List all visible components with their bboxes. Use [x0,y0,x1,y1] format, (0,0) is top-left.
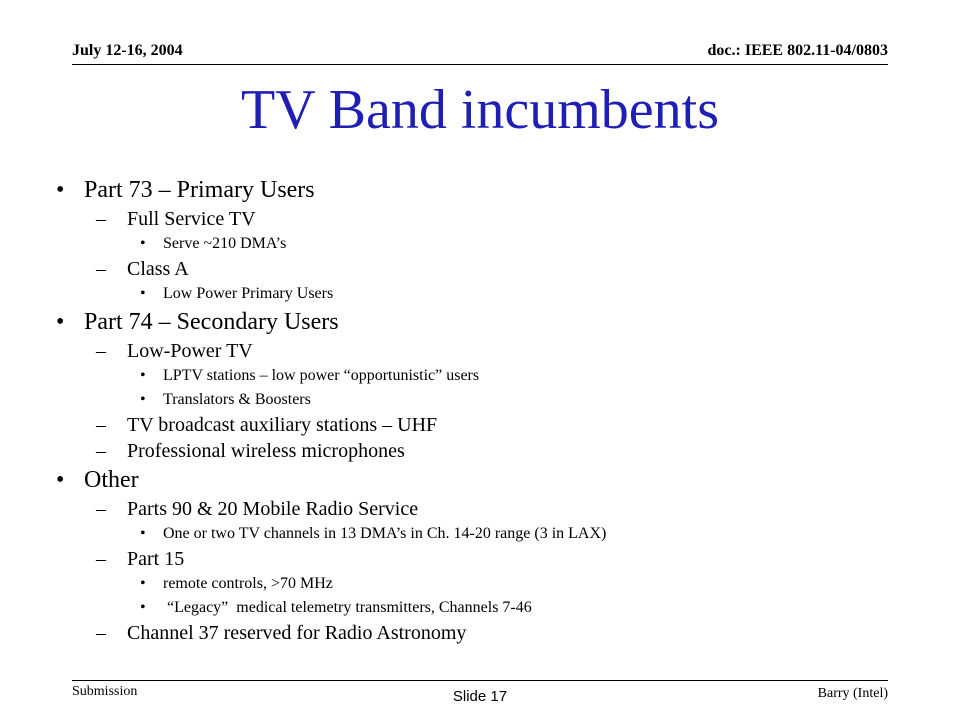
subbullet-mobile-radio [0,496,960,522]
subbullet-full-service-tv [0,206,960,232]
bullet-dot-icon: • [140,599,146,616]
subbullet-text: TV broadcast auxiliary stations – UHF [127,414,438,436]
bullet-dot-icon: • [140,525,146,542]
item-remote-controls [0,572,960,596]
subbullet-text: Full Service TV [127,208,256,230]
bullet-dot-icon: • [140,367,146,384]
slide-title: TV Band incumbents [240,79,720,141]
footer-author: Barry (Intel) [817,686,888,701]
bullet-part-73 [0,174,960,206]
item-text: remote controls, >70 MHz [163,575,333,592]
subbullet-text: Part 15 [127,548,185,570]
dash-icon: – [96,258,106,280]
subbullet-broadcast-auxiliary [0,412,960,438]
item-text: LPTV stations – low power “opportunistic” users [163,367,480,384]
header-date: July 12-16, 2004 [72,42,183,59]
subbullet-wireless-microphones [0,438,960,464]
item-medical-telemetry [0,596,960,620]
bullet-dot-icon: • [56,467,65,493]
item-text: Low Power Primary Users [163,285,334,302]
item-translators [0,388,960,412]
bullet-other [0,464,960,496]
subbullet-text: Low-Power TV [127,340,253,362]
bullet-dot-icon: • [140,235,146,252]
item-text: One or two TV channels in 13 DMA’s in Ch. 14-20 range (3 in LAX) [163,525,607,542]
bullet-list [0,174,960,646]
bullet-text: Part 74 – Secondary Users [84,309,339,335]
subbullet-part-15 [0,546,960,572]
subbullet-class-a [0,256,960,282]
subbullet-text: Professional wireless microphones [127,440,405,462]
bullet-dot-icon: • [140,575,146,592]
dash-icon: – [96,440,106,462]
item-tv-channels-dmas [0,522,960,546]
dash-icon: – [96,340,106,362]
header-rule [72,64,888,65]
bullet-dot-icon: • [140,285,146,302]
subbullet-text: Channel 37 reserved for Radio Astronomy [127,622,467,644]
subbullet-text: Class A [127,258,189,280]
bullet-dot-icon: • [56,309,65,335]
item-text: Serve ~210 DMA’s [163,235,287,252]
bullet-dot-icon: • [56,177,65,203]
item-lptv-stations [0,364,960,388]
bullet-text: Part 73 – Primary Users [84,177,315,203]
item-serve-dmas [0,232,960,256]
footer-submission: Submission [72,684,138,699]
dash-icon: – [96,498,106,520]
footer-slide-number: Slide 17 [452,688,508,705]
bullet-part-74 [0,306,960,338]
subbullet-channel-37 [0,620,960,646]
dash-icon: – [96,414,106,436]
item-low-power-primary [0,282,960,306]
dash-icon: – [96,548,106,570]
dash-icon: – [96,208,106,230]
bullet-text: Other [84,467,139,493]
dash-icon: – [96,622,106,644]
bullet-dot-icon: • [140,391,146,408]
subbullet-text: Parts 90 & 20 Mobile Radio Service [127,498,419,520]
item-text: Translators & Boosters [163,391,311,408]
subbullet-low-power-tv [0,338,960,364]
item-text: “Legacy” medical telemetry transmitters, Channels 7-46 [163,599,532,616]
footer-rule [72,680,888,681]
header-doc-number: doc.: IEEE 802.11-04/0803 [707,42,888,59]
